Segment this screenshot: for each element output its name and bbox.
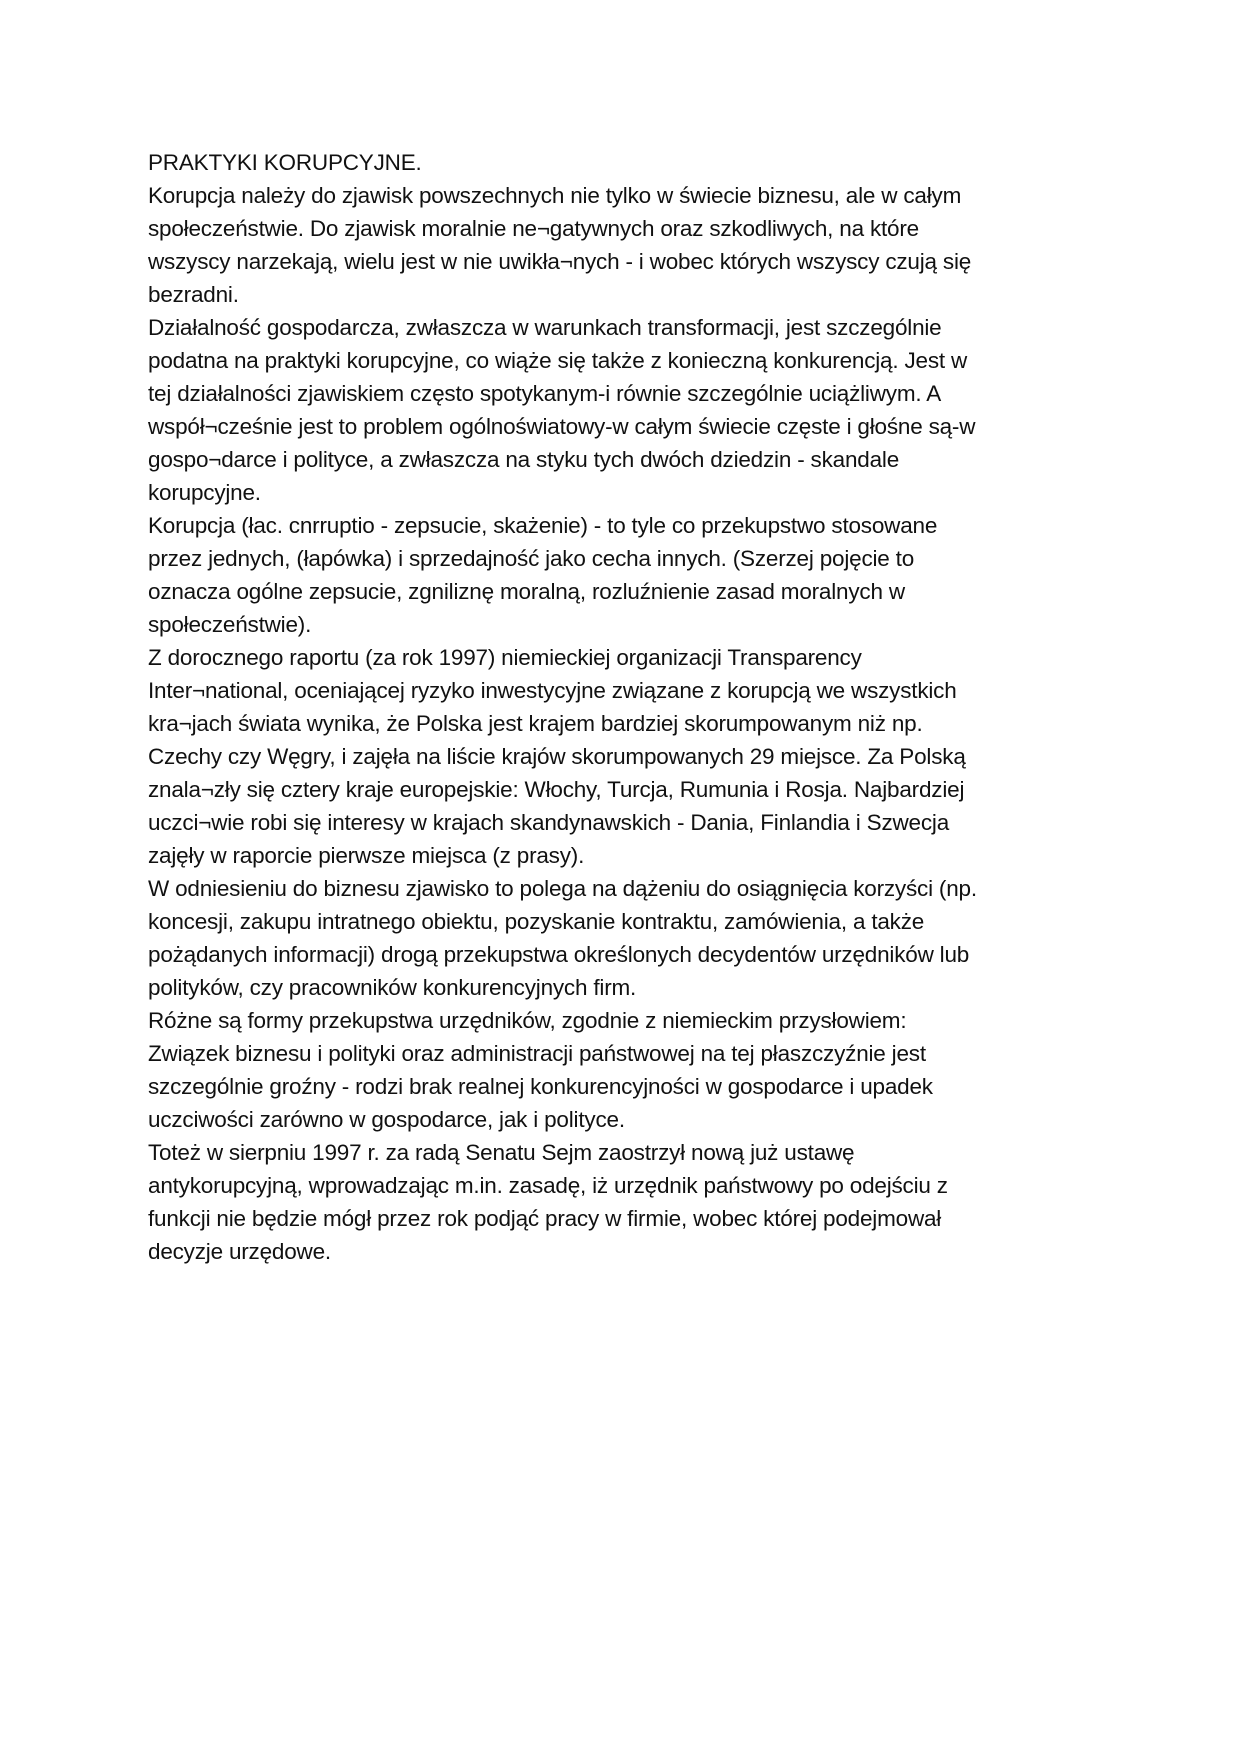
text-line: kra¬jach świata wynika, że Polska jest krajem bardziej skorumpowanym niż np. bbox=[148, 711, 923, 736]
text-line: polityków, czy pracowników konkurencyjnych firm. bbox=[148, 975, 637, 1000]
text-line: funkcji nie będzie mógł przez rok podjąć pracy w firmie, wobec której podejmował bbox=[148, 1206, 942, 1231]
text-line: Działalność gospodarcza, zwłaszcza w warunkach transformacji, jest szczególnie bbox=[148, 315, 942, 340]
text-line: społeczeństwie. Do zjawisk moralnie ne¬gatywnych oraz szkodliwych, na które bbox=[148, 216, 919, 241]
text-line: uczciwości zarówno w gospodarce, jak i polityce. bbox=[148, 1107, 625, 1132]
text-line: oznacza ogólne zepsucie, zgniliznę moralną, rozluźnienie zasad moralnych w bbox=[148, 579, 905, 604]
text-line: tej działalności zjawiskiem często spotykanym-i równie szczególnie uciążliwym. A bbox=[148, 381, 942, 406]
text-line: Korupcja należy do zjawisk powszechnych nie tylko w świecie biznesu, ale w całym bbox=[148, 183, 962, 208]
text-line: W odniesieniu do biznesu zjawisko to polega na dążeniu do osiągnięcia korzyści (np. bbox=[148, 876, 977, 901]
text-line: antykorupcyjną, wprowadzając m.in. zasadę, iż urzędnik państwowy po odejściu z bbox=[148, 1173, 948, 1198]
text-line: pożądanych informacji) drogą przekupstwa określonych decydentów urzędników lub bbox=[148, 942, 970, 967]
text-line: bezradni. bbox=[148, 282, 239, 307]
text-line: koncesji, zakupu intratnego obiektu, pozyskanie kontraktu, zamówienia, a także bbox=[148, 909, 925, 934]
text-line: szczególnie groźny - rodzi brak realnej konkurencyjności w gospodarce i upadek bbox=[148, 1074, 933, 1099]
text-line: wszyscy narzekają, wielu jest w nie uwikła¬nych - i wobec których wszyscy czują się bbox=[148, 249, 972, 274]
text-line: gospo¬darce i polityce, a zwłaszcza na styku tych dwóch dziedzin - skandale bbox=[148, 447, 900, 472]
text-line: Z dorocznego raportu (za rok 1997) niemieckiej organizacji Transparency bbox=[148, 645, 862, 670]
text-line: Korupcja (łac. cnrruptio - zepsucie, skażenie) - to tyle co przekupstwo stosowane bbox=[148, 513, 938, 538]
text-line: współ¬cześnie jest to problem ogólnoświatowy-w całym świecie częste i głośne są-w bbox=[148, 414, 976, 439]
text-line: Różne są formy przekupstwa urzędników, zgodnie z niemieckim przysłowiem: bbox=[148, 1008, 907, 1033]
document-page bbox=[148, 146, 1108, 1268]
text-line: korupcyjne. bbox=[148, 480, 261, 505]
text-line: Związek biznesu i polityki oraz administracji państwowej na tej płaszczyźnie jest bbox=[148, 1041, 926, 1066]
text-line: uczci¬wie robi się interesy w krajach skandynawskich - Dania, Finlandia i Szwecja bbox=[148, 810, 950, 835]
text-line: społeczeństwie). bbox=[148, 612, 312, 637]
text-line: Inter¬national, oceniającej ryzyko inwestycyjne związane z korupcją we wszystkich bbox=[148, 678, 957, 703]
text-line: decyzje urzędowe. bbox=[148, 1239, 331, 1264]
text-line: Czechy czy Węgry, i zajęła na liście krajów skorumpowanych 29 miejsce. Za Polską bbox=[148, 744, 966, 769]
text-line: Toteż w sierpniu 1997 r. za radą Senatu Sejm zaostrzył nową już ustawę bbox=[148, 1140, 855, 1165]
document-title: PRAKTYKI KORUPCYJNE. bbox=[148, 150, 422, 175]
text-line: znala¬zły się cztery kraje europejskie: Włochy, Turcja, Rumunia i Rosja. Najbardziej bbox=[148, 777, 965, 802]
text-line: zajęły w raporcie pierwsze miejsca (z prasy). bbox=[148, 843, 585, 868]
text-line: podatna na praktyki korupcyjne, co wiąże się także z konieczną konkurencją. Jest w bbox=[148, 348, 968, 373]
text-line: przez jednych, (łapówka) i sprzedajność jako cecha innych. (Szerzej pojęcie to bbox=[148, 546, 915, 571]
